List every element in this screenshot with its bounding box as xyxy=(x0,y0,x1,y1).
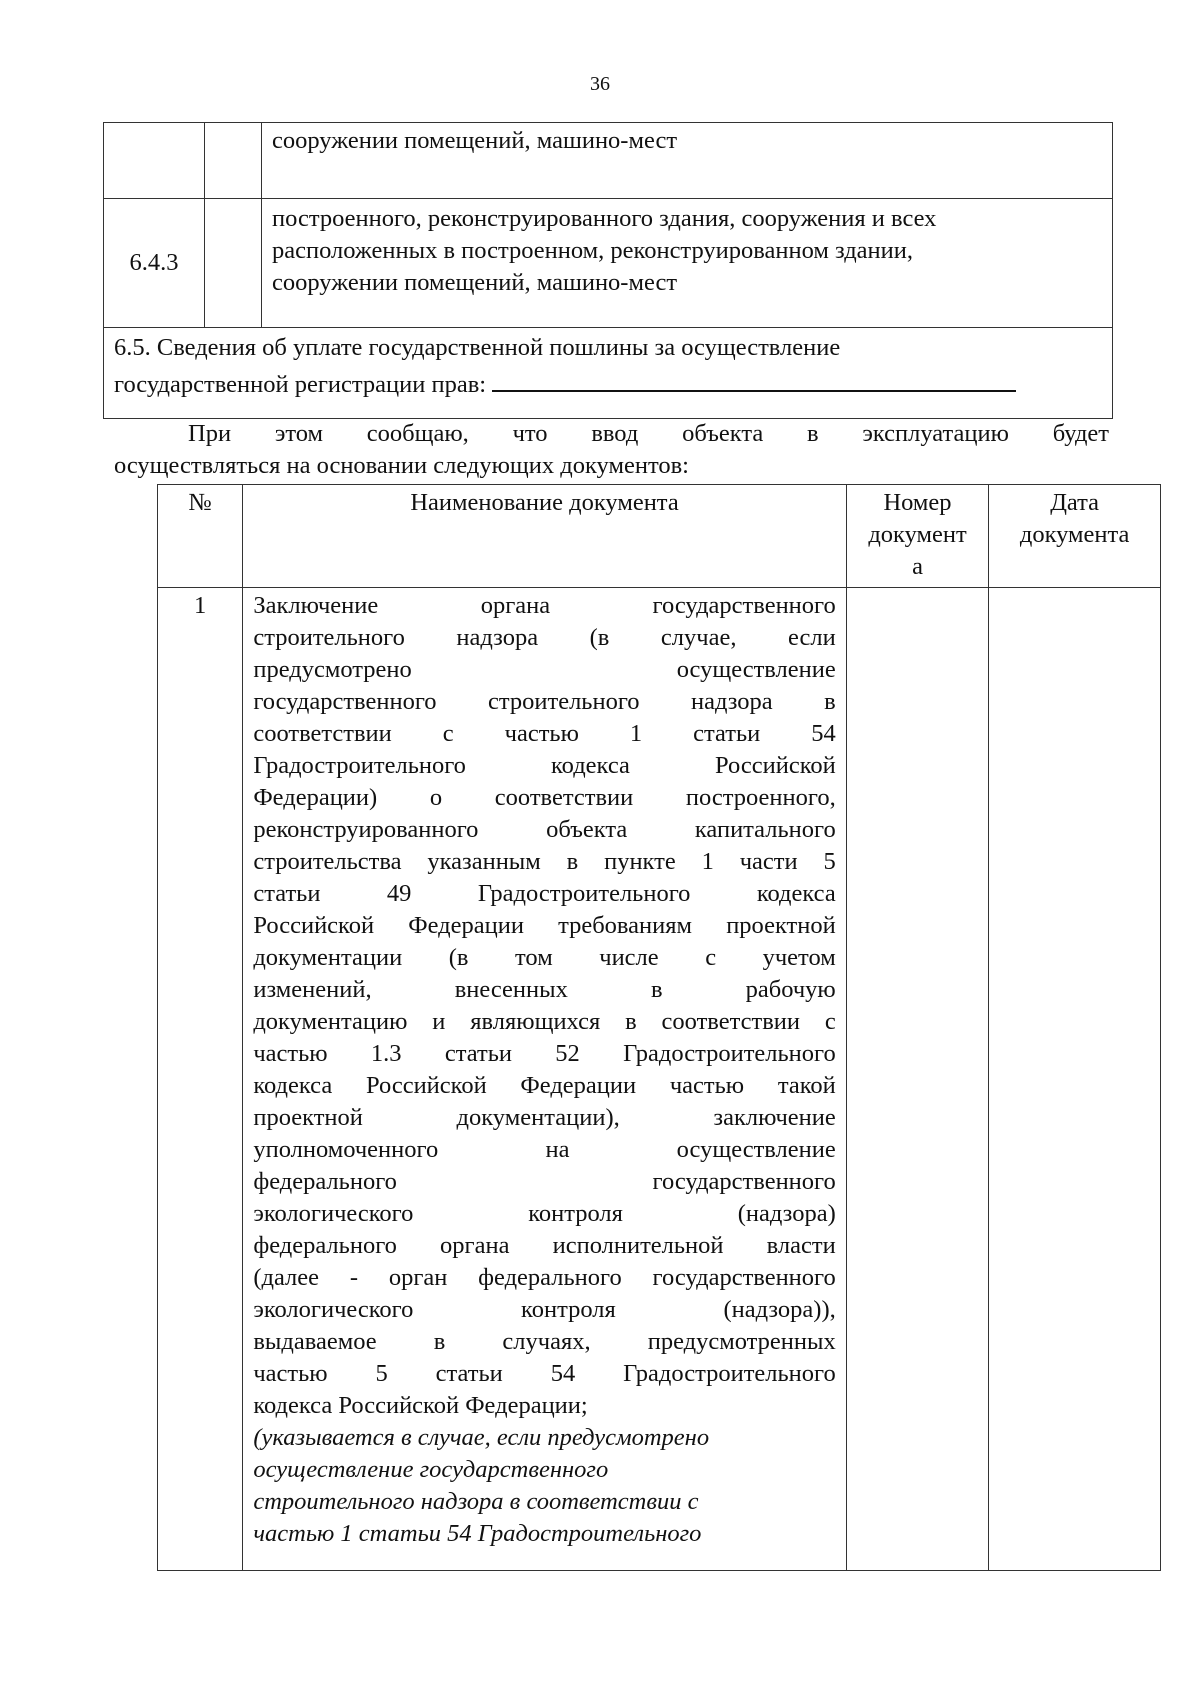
description-line: предусмотрено осуществление xyxy=(253,656,836,683)
intro-paragraph xyxy=(114,418,1109,482)
document-description xyxy=(243,588,845,1550)
table-header-row xyxy=(158,485,1161,588)
description-line: экологического контроля (надзора)), xyxy=(253,1296,836,1323)
row-text-cell: сооружении помещений, машино-мест xyxy=(262,123,1113,199)
description-line: кодекса Российской Федерации; xyxy=(253,1392,588,1419)
italic-note-line: строительного надзора в соответствии с xyxy=(253,1488,699,1515)
row-text-cell xyxy=(262,199,1113,328)
header-document-name: Наименование документа xyxy=(243,485,846,588)
state-fee-title: 6.5. Сведения об уплате государственной пошлины за осуществление xyxy=(114,334,841,361)
row-sub-cell xyxy=(205,123,262,199)
description-line: частью 1.3 статьи 52 Градостроительного xyxy=(253,1040,836,1067)
table-row xyxy=(104,123,1113,199)
header-document-date xyxy=(989,485,1161,588)
description-line: Градостроительного кодекса Российской xyxy=(253,752,836,779)
header-line: а xyxy=(912,553,923,580)
description-line: Российской Федерации требованиям проектной xyxy=(253,912,836,939)
description-line: выдаваемое в случаях, предусмотренных xyxy=(253,1328,836,1355)
state-fee-line xyxy=(114,364,1102,401)
intro-line: При этом сообщаю, что ввод объекта в эксплуатацию будет xyxy=(188,420,1109,447)
text-line: сооружении помещений, машино-мест xyxy=(272,269,678,296)
description-line: экологического контроля (надзора) xyxy=(253,1200,836,1227)
description-line: государственного строительного надзора в xyxy=(253,688,836,715)
description-line: проектной документации), заключение xyxy=(253,1104,836,1131)
description-line: соответствии с частью 1 статьи 54 xyxy=(253,720,836,747)
italic-note-line: осуществление государственного xyxy=(253,1456,609,1483)
document-name-cell xyxy=(243,588,846,1571)
documents-table xyxy=(157,484,1161,1571)
text-line: расположенных в построенном, реконструированном здании, xyxy=(272,237,914,264)
header-num: № xyxy=(158,485,243,588)
header-line: документа xyxy=(1019,521,1130,548)
description-line: частью 5 статьи 54 Градостроительного xyxy=(253,1360,836,1387)
description-line: федерального государственного xyxy=(253,1168,836,1195)
table-row xyxy=(158,588,1161,1571)
table-row xyxy=(104,328,1113,419)
description-line: (далее - орган федерального государственного xyxy=(253,1264,836,1291)
description-line: федерального органа исполнительной власти xyxy=(253,1232,836,1259)
state-fee-blank-field[interactable] xyxy=(492,364,1016,392)
header-line: документ xyxy=(868,521,967,548)
row-number-cell: 1 xyxy=(158,588,243,1571)
document-date-cell[interactable] xyxy=(989,588,1161,1571)
description-line: кодекса Российской Федерации частью такой xyxy=(253,1072,836,1099)
description-line: Заключение органа государственного xyxy=(253,592,836,619)
description-line: статьи 49 Градостроительного кодекса xyxy=(253,880,836,907)
description-line: Федерации) о соответствии построенного, xyxy=(253,784,836,811)
state-fee-label: государственной регистрации прав: xyxy=(114,371,487,398)
registration-info-table xyxy=(103,122,1113,419)
row-number-cell xyxy=(104,123,205,199)
description-line: документацию и являющихся в соответствии с xyxy=(253,1008,836,1035)
description-line: изменений, внесенных в рабочую xyxy=(253,976,836,1003)
italic-note-line: (указывается в случае, если предусмотрено xyxy=(253,1424,710,1451)
italic-note-line: частью 1 статьи 54 Градостроительного xyxy=(253,1520,702,1547)
document-number-cell[interactable] xyxy=(846,588,989,1571)
text-line: построенного, реконструированного здания, сооружения и всех xyxy=(272,205,937,232)
description-line: строительства указанным в пункте 1 части 5 xyxy=(253,848,836,875)
header-line: Номер xyxy=(883,489,952,516)
description-line: документации (в том числе с учетом xyxy=(253,944,836,971)
table-row xyxy=(104,199,1113,328)
description-line: строительного надзора (в случае, если xyxy=(253,624,836,651)
header-line: Дата xyxy=(1050,489,1100,516)
row-sub-cell xyxy=(205,199,262,328)
description-line: реконструированного объекта капитального xyxy=(253,816,836,843)
row-number-cell: 6.4.3 xyxy=(104,199,205,328)
intro-line: осуществляться на основании следующих документов: xyxy=(114,452,689,479)
header-document-number xyxy=(846,485,989,588)
description-line: уполномоченного на осуществление xyxy=(253,1136,836,1163)
page-number: 36 xyxy=(590,73,610,95)
state-fee-section xyxy=(104,328,1113,419)
